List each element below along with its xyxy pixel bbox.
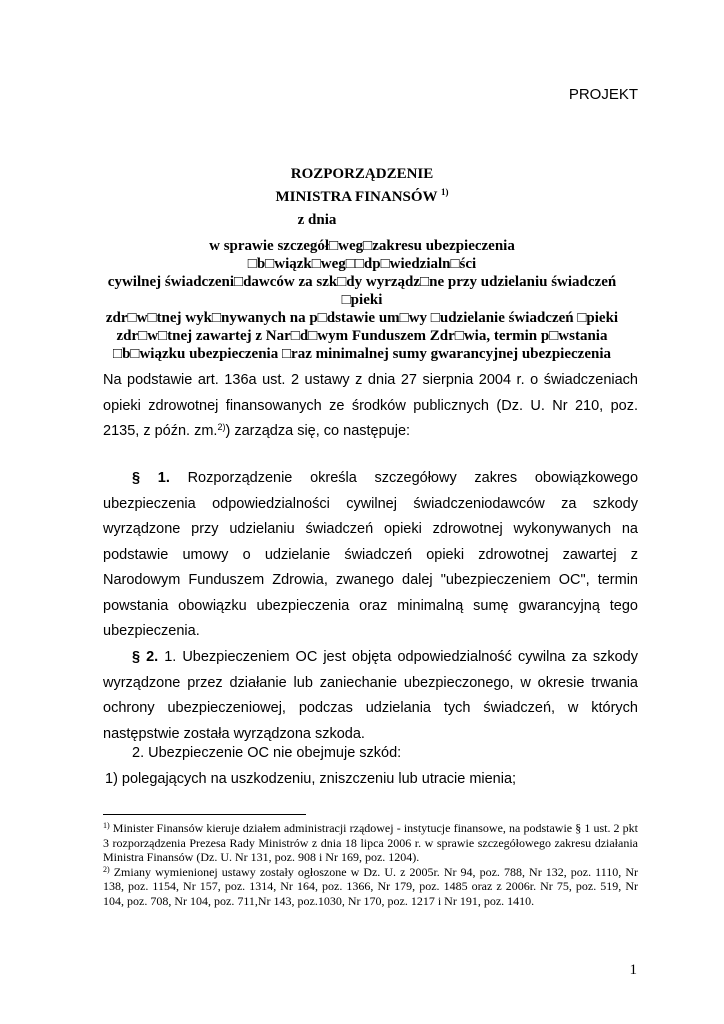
intro-text-end: ) zarządza się, co następuje: xyxy=(225,423,411,439)
paragraph-2-marker: § 2. xyxy=(132,649,159,665)
paragraph-1-text: Rozporządzenie określa szczegółowy zakres obowiązkowego ubezpieczenia odpowiedzialności cywilnej świadczeniodawców za szkody wyrządzone przy udzielaniu świadczeń opieki zdrowotnej wykonywanych na podstawie umowy o udzielanie świadczeń opieki zdrowotnej zawartej z Narodowym Funduszem Zdrowia, zwanego dalej "ubezpieczeniem OC", termin powstania obowiązku ubezpieczenia oraz minimalną sumę gwarancyjną tego ubezpieczenia. xyxy=(103,470,639,639)
footnote-2 xyxy=(103,865,638,909)
paragraph-2-item-2-point-1: 1) polegających na uszkodzeniu, zniszczeniu lub utracie mienia; xyxy=(105,771,517,787)
footnote-1-ref: 1) xyxy=(103,821,110,830)
paragraph-2 xyxy=(103,645,638,747)
page-number: 1 xyxy=(629,962,637,978)
subject-line: zdr□w□tnej wyk□nywanych na p□dstawie um□wy □udzielanie świadczeń □pieki xyxy=(105,310,619,326)
footnote-separator xyxy=(103,814,306,815)
paragraph-1 xyxy=(103,466,638,645)
paragraph-1-marker: § 1. xyxy=(132,470,170,486)
intro-text: Na podstawie art. 136a ust. 2 ustawy z dnia 27 sierpnia 2004 r. o świadczeniach opieki zdrowotnej finansowanych ze środków publicznych (Dz. U. Nr 210, poz. 2135, z późn. zm. xyxy=(103,372,638,439)
footnote-1 xyxy=(103,821,638,865)
footnote-2-ref: 2) xyxy=(103,864,110,874)
title-line-ministra xyxy=(90,186,634,209)
footnote-ref-2: 2) xyxy=(217,422,226,432)
footnotes xyxy=(103,821,638,908)
subject-block xyxy=(100,237,624,363)
footnote-2-text: Zmiany wymienionej ustawy zostały ogłoszone w Dz. U. z 2005r. Nr 94, poz. 788, Nr 132, poz. 1110, Nr 138, poz. 1154, Nr 157, poz. 1314, Nr 164, poz. 1366, Nr 179, poz. 1485 oraz z 2006r. Nr 75, poz. 519, Nr 104, poz. 708, Nr 104, poz. 711,Nr 143, poz.1030, Nr 170, poz. 1217 i Nr 191, poz. 1410. xyxy=(103,864,638,908)
paragraph-2-item-2: 2. Ubezpieczenie OC nie obejmuje szkód: xyxy=(132,745,402,761)
footnote-1-text: Minister Finansów kieruje działem administracji rządowej - instytucje finansowe, na podstawie § 1 ust. 2 pkt 3 rozporządzenia Prezesa Rady Ministrów z dnia 18 lipca 2006 r. w sprawie szczegółowego zakresu działania Ministra Finansów (Dz. U. Nr 131, poz. 908 i Nr 169, poz. 1204). xyxy=(103,821,638,864)
intro-paragraph xyxy=(103,368,638,445)
subject-line: cywilnej świadczeni□dawców za szk□dy wyrządz□ne przy udzielaniu świadczeń □pieki xyxy=(107,274,617,308)
projekt-label: PROJEKT xyxy=(568,86,638,103)
subject-line: □b□wiązku ubezpieczenia □raz minimalnej sumy gwarancyjnej ubezpieczenia xyxy=(113,346,611,362)
title-ministra-text: MINISTRA FINANSÓW xyxy=(275,189,438,205)
subject-line: zdr□w□tnej zawartej z Nar□d□wym Funduszem Zdr□wia, termin p□wstania xyxy=(116,328,608,344)
title-block xyxy=(90,163,634,232)
title-line-zdnia: z dnia xyxy=(297,212,337,228)
title-line-rozporzadzenie: ROZPORZĄDZENIE xyxy=(290,166,434,182)
footnote-ref-1: 1) xyxy=(441,187,449,197)
subject-line: w sprawie szczegół□weg□zakresu ubezpieczenia □b□wiązk□weg□□dp□wiedzialn□ści xyxy=(209,238,515,272)
paragraph-2-text: 1. Ubezpieczeniem OC jest objęta odpowiedzialność cywilna za szkody wyrządzone przez działanie lub zaniechanie ubezpieczonego, w okresie trwania ochrony ubezpieczeniowej, podczas udzielania tych świadczeń, w których następstwie została wyrządzona szkoda. xyxy=(103,649,638,742)
